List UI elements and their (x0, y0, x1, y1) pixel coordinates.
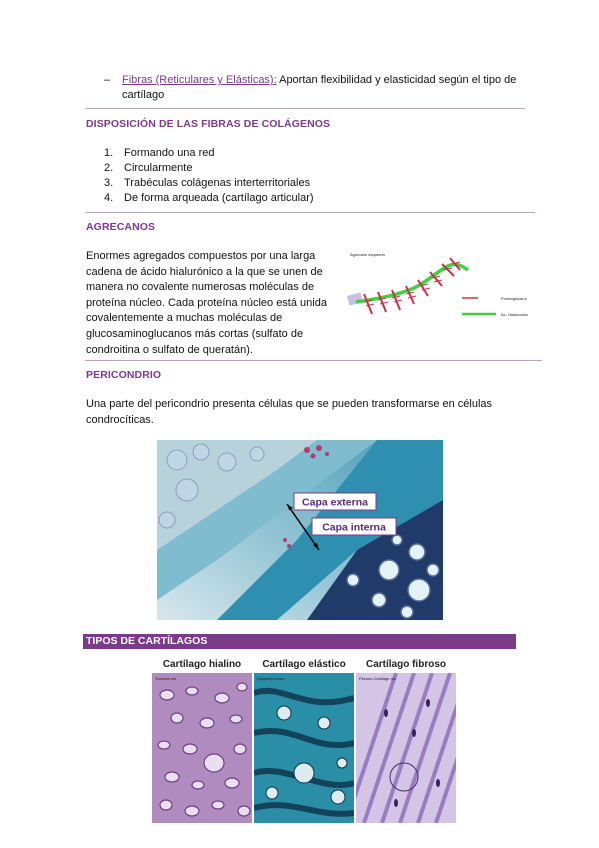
legend-label-proteoglucano: Proteoglucano (501, 296, 527, 301)
pericondrio-paragraph: Una parte del pericondrio presenta células que se pueden transformarse en células condrocíticas. (86, 398, 493, 426)
list-item: 2. Circularmente (104, 162, 193, 174)
svg-text:Epiglottis mono: Epiglottis mono (257, 676, 285, 681)
fibras-item (122, 73, 532, 103)
legend-label-hialuronico: Ac. Hialurónico (501, 312, 528, 317)
divider (85, 360, 542, 361)
agrecanos-paragraph: Enormes agregados compuestos por una larga cadena de ácido hialurónico a la que se unen de manera no covalente numerosas moléculas de proteína núcleo. Cada proteína núcleo está unida covalentemente a muchas moléculas de glucosaminoglucanos más cortas (sulfato de condroitina o sulfato de queratán). (86, 250, 327, 356)
section-heading-tipos: TIPOS DE CARTÍLAGOS (83, 634, 516, 649)
label-capa-externa: Capa externa (302, 496, 368, 509)
list-item: 3. Trabéculas colágenas interterritoriales (104, 177, 311, 189)
bullet-dash: – (104, 74, 111, 86)
section-heading-pericondrio: PERICONDRIO (86, 369, 162, 381)
micrograph-fibroso (356, 673, 456, 823)
svg-text:Trachea ms: Trachea ms (155, 676, 176, 681)
disposicion-list (104, 146, 314, 206)
section-heading-agrecanos: AGRECANOS (86, 221, 156, 233)
diagram-title: Agrecano esquema (350, 252, 385, 257)
micrograph-elastico (254, 673, 354, 823)
panel-title-fibroso: Cartílago fibroso (365, 659, 446, 670)
panel-title-hialino: Cartílago hialino (162, 659, 242, 670)
divider (85, 212, 535, 213)
section-heading-disposicion: DISPOSICIÓN DE LAS FIBRAS DE COLÁGENOS (86, 118, 331, 130)
svg-text:Fibrous Cartilage mo: Fibrous Cartilage mo (359, 676, 397, 681)
agrecano-diagram (344, 248, 540, 326)
list-item: 4. De forma arqueada (cartílago articular) (104, 192, 314, 204)
label-capa-interna: Capa interna (322, 521, 386, 534)
cartilage-types-figure (152, 655, 456, 825)
fibras-link[interactable]: Fibras (Reticulares y Elásticas): (122, 74, 277, 86)
fibras-text: Aportan flexibilidad y elasticidad según el tipo de (276, 74, 517, 86)
divider (85, 108, 525, 109)
micrograph-hialino (152, 673, 252, 823)
fibras-text-cont: cartílago (122, 89, 165, 101)
panel-title-elastico: Cartílago elástico (262, 659, 346, 670)
pericondrio-micrograph (157, 440, 443, 620)
list-item: 1. Formando una red (104, 147, 215, 159)
